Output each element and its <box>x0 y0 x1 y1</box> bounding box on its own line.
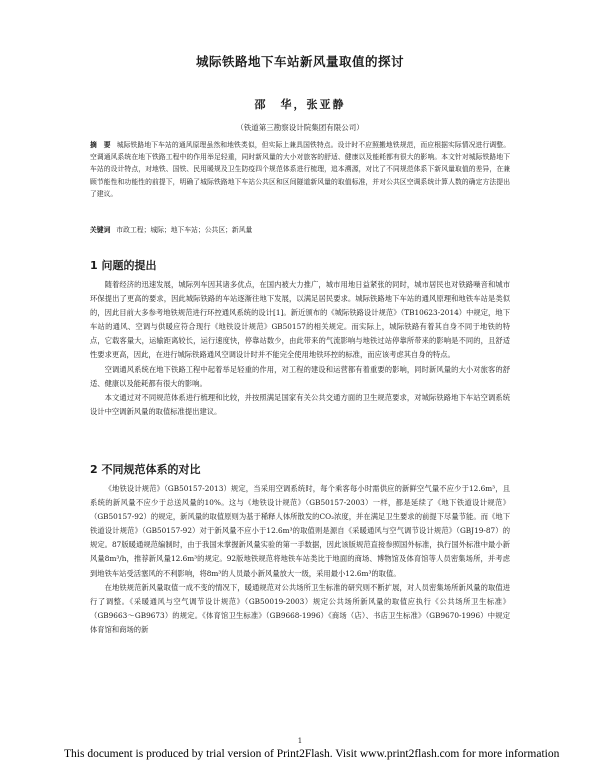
page-number: 1 <box>297 737 303 745</box>
paragraph: 空调通风系统在地下铁路工程中起着举足轻重的作用，对工程的建设和运营都有着重要的影响，同时新风量的大小对旅客的舒适、健康以及能耗都有很大的影响。 <box>90 364 510 388</box>
section-body <box>90 278 510 419</box>
abstract-label: 摘 要 <box>90 141 111 149</box>
section-heading: 1 问题的提出 <box>90 259 157 272</box>
paragraph: 本文通过对不同规范体系进行梳理和比较，并按照满足国家有关公共交通方面的卫生规范要求，对城际铁路地下车站空调系统设计中空调新风量的取值标准提出建议。 <box>90 392 510 416</box>
keywords <box>90 224 510 234</box>
section-body <box>90 482 510 637</box>
paragraph: 《地铁设计规范》（GB50157-2013）规定，当采用空调系统时，每个乘客每小时需供应的新鲜空气量不应少于12.6m³，且系统的新风量不应少于总送风量的10%。这与《地铁设计规范》（GB50157-2003）一样，都是延续了《地下铁道设计规范》（GB50157-92）的规定，新风量的取值原则为基于稀释人体所散发的CO₂浓度，并在满足卫生要求的前提下尽量节能。而《地下铁道设计规范》（GB50157-92）对于新风量不应小于12.6m³的取值则是源自《采暖通风与空气调节设计规范》（GBJ19-87）的规定。87版暖通规范编制时，由于我国未掌握新风量实验的第一手数据，因此该版规范直接参照国外标准，执行国外标准中最小新风量8m³/h，推荐新风量12.6m³的规定。92版地铁规范将地铁车站类比于地面的商场、博物馆及体育馆等人员密集场所，并考虑到地铁车站受活塞风的不利影响，将8m³的人员最小新风量放大一级，采用最小12.6m³的取值。 <box>90 484 510 578</box>
section-heading: 2 不同规范体系的对比 <box>90 463 201 476</box>
keywords-label: 关键词 <box>90 226 111 234</box>
trial-watermark-footer: This document is produced by trial version of Print2Flash. Visit www.print2flash.com for more information <box>64 748 560 760</box>
abstract <box>90 139 510 200</box>
abstract-text: 城际铁路地下车站的通风原理虽然和地铁类似，但实际上兼具国铁特点。设计时不应照搬地铁规范，而应根据实际情况进行调整。空调通风系统在地下铁路工程中的作用举足轻重，同时新风量的大小对旅客的舒适、健康以及能耗都有很大的影响。本文针对城际铁路地下车站的设计特点，对地铁、国铁、民用暖规及卫生防疫四个规范体系进行梳理，追本溯源，对比了不同规范体系下新风量取值的差异，在兼顾节能性和功能性的前提下，明确了城际铁路地下车站公共区和区间隧道新风量的取值标准，并对公共区空调系统计算人数的确定方法提出了建议。 <box>90 141 511 198</box>
paragraph: 随着经济的迅速发展，城际列车因其诸多优点，在国内被大力推广，城市用地日益紧张的同时，城市居民也对铁路噪音和城市环保提出了更高的要求，因此城际铁路的车站逐渐往地下发展，以满足居民要求。城际铁路地下车站的通风原理和地铁车站是类似的，因此目前大多参考地铁规范进行环控通风系统的设计[1]。新近颁布的《城际铁路设计规范》（TB10623-2014）中规定，地下车站的通风、空调与供暖应符合现行《地铁设计规范》GB50157的相关规定。而实际上，城际铁路有着其自身不同于地铁的特点，它载客量大，运输距离较长，运行速度快，停靠站数少，由此带来的气流影响与地铁过站停靠所带来的影响是不同的，且舒适性要求更高，因此，在进行城际铁路通风空调设计时并不能完全使用地铁环控的标准，而应该考虑其自身的特点。 <box>90 280 510 360</box>
keywords-text: 市政工程；城际；地下车站；公共区；新风量 <box>116 226 253 234</box>
paragraph: 在地铁规范新风量取值一成不变的情况下，暖通规范对公共场所卫生标准的研究则不断扩展，对人员密集场所新风量的取值进行了调整。《采暖通风与空气调节设计规范》（GB50019-2003）规定公共场所新风量的取值应执行《公共场所卫生标准》（GB9663～GB9673）的规定。《体育馆卫生标准》（GB9668-1996）《商场（店）、书店卫生标准》（GB9670-1996）中规定体育馆和商场的新 <box>90 582 510 634</box>
paper-title: 城际铁路地下车站新风量取值的探讨 <box>195 54 404 69</box>
paper-authors: 邵 华，张亚静 <box>254 98 346 111</box>
author-affiliation: （铁道第三勘察设计院集团有限公司） <box>236 123 364 132</box>
